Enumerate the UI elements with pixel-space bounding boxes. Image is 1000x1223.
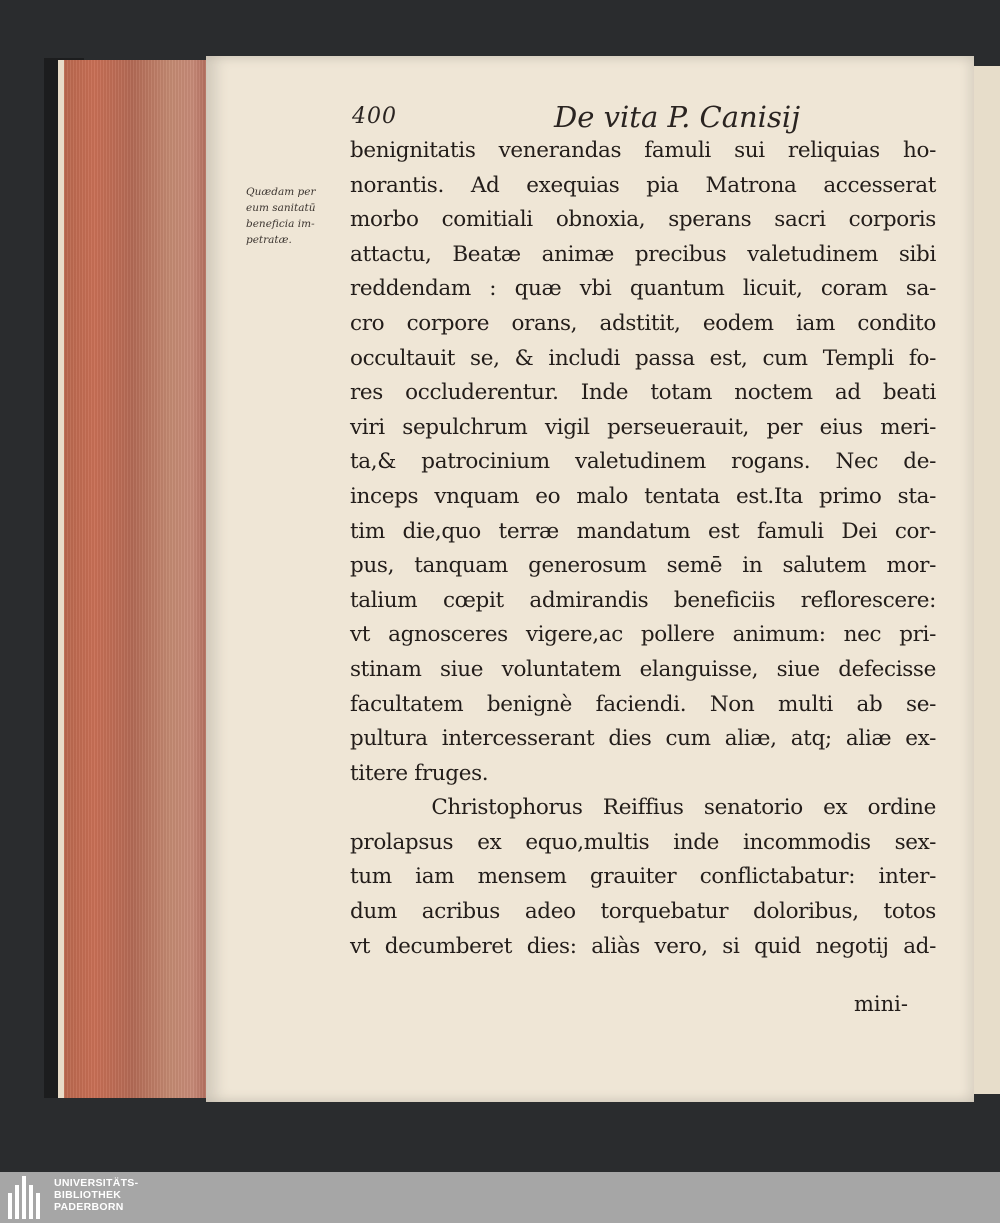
text-line: Christophorus Reiffius senatorio ex ordine	[350, 795, 936, 821]
text-line: vt agnosceres vigere,ac pollere animum: nec pri-	[350, 622, 936, 648]
running-title: De vita P. Canisij	[554, 100, 801, 134]
library-logo-icon	[6, 1176, 46, 1219]
text-line: vt decumberet dies: aliàs vero, si quid negotij ad-	[350, 933, 936, 959]
text-line: tum iam mensem grauiter conflictabatur: inter-	[350, 864, 936, 890]
text-line: titere fruges.	[350, 760, 489, 786]
text-line: tim die,quo terræ mandatum est famuli Dei cor-	[350, 518, 936, 544]
margin-note-line: beneficia im-	[246, 218, 315, 230]
margin-note-line: eum sanitatū	[246, 202, 316, 214]
text-line: reddendam : quæ vbi quantum licuit, coram sa-	[350, 276, 936, 302]
text-line: talium cœpit admirandis beneficiis reflorescere:	[350, 587, 936, 613]
body-text	[350, 134, 936, 964]
text-line: stinam siue voluntatem elanguisse, siue defecisse	[350, 656, 936, 682]
library-footer	[0, 1172, 1000, 1223]
text-line: norantis. Ad exequias pia Matrona accesserat	[350, 172, 936, 198]
margin-note-line: petratæ.	[246, 234, 292, 246]
book-page	[206, 56, 974, 1102]
text-line: prolapsus ex equo,multis inde incommodis sex-	[350, 829, 936, 855]
text-line: res occluderentur. Inde totam noctem ad beati	[350, 380, 936, 406]
page-header	[352, 100, 952, 136]
text-line: pultura intercesserant dies cum aliæ, atq; aliæ ex-	[350, 726, 936, 752]
text-line: pus, tanquam generosum semē in salutem mor-	[350, 553, 936, 579]
text-line: cro corpore orans, adstitit, eodem iam condito	[350, 310, 936, 336]
margin-note	[246, 184, 346, 248]
library-name-line: UNIVERSITÄTS-	[54, 1177, 139, 1189]
text-line: facultatem benignè faciendi. Non multi ab se-	[350, 691, 936, 717]
library-name	[54, 1177, 138, 1213]
text-line: inceps vnquam eo malo tentata est.Ita primo sta-	[350, 483, 936, 509]
text-line: dum acribus adeo torquebatur doloribus, totos	[350, 899, 936, 925]
text-line: ta,& patrocinium valetudinem rogans. Nec de-	[350, 449, 936, 475]
page-fore-edge	[58, 60, 216, 1098]
text-line: occultauit se, & includi passa est, cum Templi fo-	[350, 345, 936, 371]
text-line: morbo comitiali obnoxia, sperans sacri corporis	[350, 207, 936, 233]
library-name-line: PADERBORN	[54, 1201, 124, 1213]
page-number: 400	[352, 104, 397, 129]
text-line: attactu, Beatæ animæ precibus valetudinem sibi	[350, 241, 936, 267]
margin-note-line: Quædam per	[246, 186, 316, 198]
catchword: mini-	[854, 992, 908, 1016]
text-line: viri sepulchrum vigil perseuerauit, per eius meri-	[350, 414, 936, 440]
text-line: benignitatis venerandas famuli sui reliquias ho-	[350, 138, 936, 163]
library-name-line: BIBLIOTHEK	[54, 1189, 122, 1201]
